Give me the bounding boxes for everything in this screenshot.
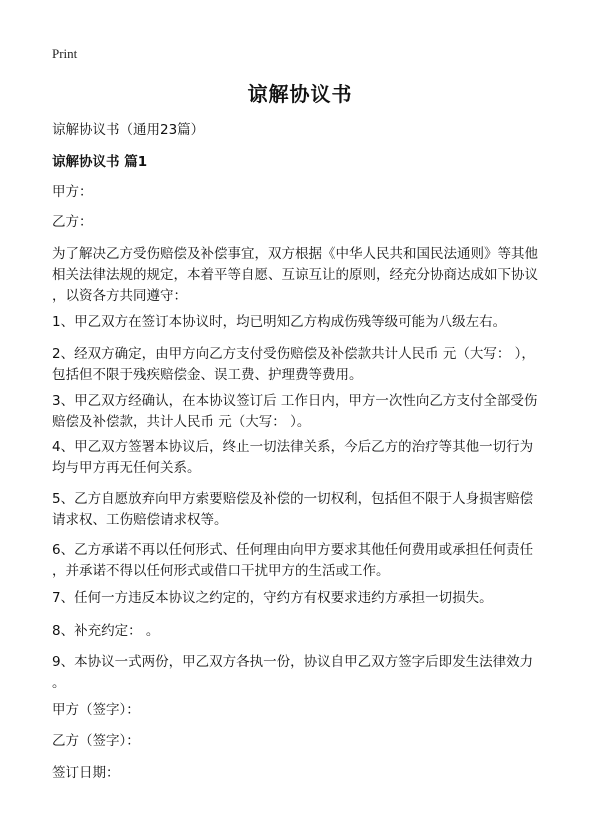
print-link[interactable]: Print [52,46,78,61]
document-subtitle: 谅解协议书（通用23篇） [52,122,205,138]
clause-1: 1、甲乙双方在签订本协议时，均已明知乙方构成伤残等级可能为八级左右。 [52,314,507,330]
signing-date: 签订日期： [52,765,120,781]
document-title: 谅解协议书 [247,82,353,106]
clause-5: 5、乙方自愿放弃向甲方索要赔偿及补偿的一切权利，包括但不限于人身损害赔偿 请求权、工伤赔偿请求权等。 [52,491,534,528]
clause-6: 6、乙方承诺不再以任何形式、任何理由向甲方要求其他任何费用或承担任何责任 ，并承诺不得以任何形式或借口干扰甲方的生活或工作。 [52,542,534,579]
party-a-label: 甲方： [52,184,93,200]
signature-party-a: 甲方（签字）： [52,702,140,718]
clause-3: 3、甲乙双方经确认，在本协议签订后 工作日内，甲方一次性向乙方支付全部受伤 赔偿及补偿款，共计人民币 元（大写： ）。 [52,393,538,430]
clause-7: 7、任何一方违反本协议之约定的，守约方有权要求违约方承担一切损失。 [52,590,493,606]
clause-2: 2、经双方确定，由甲方向乙方支付受伤赔偿及补偿款共计人民币 元（大写： ）， 包括但不限于残疾赔偿金、误工费、护理费等费用。 [52,346,535,383]
section-heading: 谅解协议书 篇1 [52,154,148,170]
intro-paragraph: 为了解决乙方受伤赔偿及补偿事宜，双方根据《中华人民共和国民法通则》等其他 相关法律法规的规定，本着平等自愿、互谅互让的原则，经充分协商达成如下协议 ，以资各方共同遵守： [52,246,538,304]
clause-4: 4、甲乙双方签署本协议后，终止一切法律关系，今后乙方的治疗等其他一切行为 均与甲方再无任何关系。 [52,439,534,476]
party-b-label: 乙方： [52,214,93,230]
clause-9: 9、本协议一式两份，甲乙双方各执一份，协议自甲乙双方签字后即发生法律效力 。 [52,654,534,691]
signature-party-b: 乙方（签字）： [52,733,140,749]
clause-8: 8、补充约定： 。 [52,623,160,639]
